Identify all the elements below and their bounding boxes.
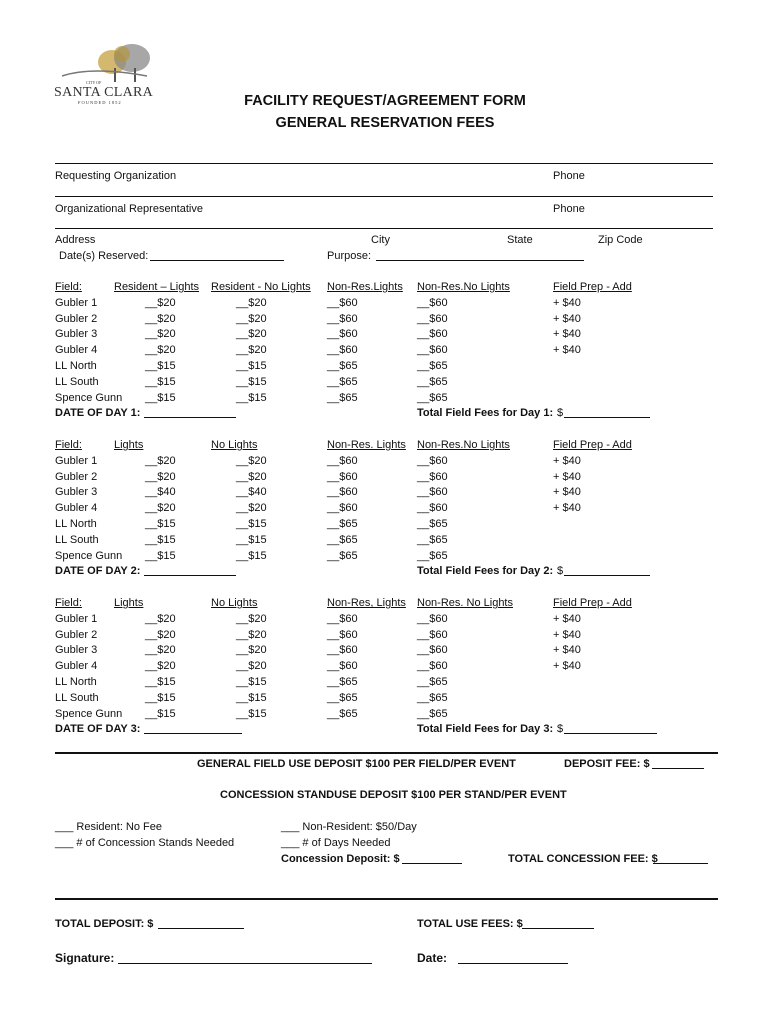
form-title: FACILITY REQUEST/AGREEMENT FORM: [244, 93, 526, 109]
day3-date-label: DATE OF DAY 3:: [55, 723, 141, 736]
day2-nonres-no-lights-fee[interactable]: __$60: [417, 486, 448, 499]
day1-header-nonres-lights: Non-Res.Lights: [327, 281, 403, 293]
day3-nonres-no-lights-fee[interactable]: __$65: [417, 676, 448, 688]
day3-lights-fee[interactable]: __$15: [145, 676, 176, 688]
day2-nonres-no-lights-fee[interactable]: __$60: [417, 454, 448, 467]
state-label: State: [507, 234, 533, 246]
day2-nonres-lights-fee[interactable]: __$60: [327, 502, 358, 515]
day1-field-name: LL South: [55, 375, 99, 388]
day1-header-field: Field:: [55, 281, 82, 293]
logo-city-of: CITY OF: [86, 80, 102, 85]
day3-no-lights-fee[interactable]: __$15: [236, 691, 267, 704]
address-label: Address: [55, 234, 96, 246]
signature-label: Signature:: [55, 951, 115, 965]
day3-no-lights-fee[interactable]: __$15: [236, 707, 267, 720]
day2-prep-fee[interactable]: + $40: [553, 470, 581, 483]
requesting-org-label: Requesting Organization: [55, 170, 177, 182]
day3-no-lights-fee[interactable]: __$20: [236, 612, 267, 625]
total-use-field[interactable]: [522, 918, 594, 929]
day1-total-field[interactable]: [564, 407, 650, 418]
totals-divider: [55, 898, 718, 900]
address-line[interactable]: [55, 228, 713, 229]
date-label: Date:: [417, 951, 448, 965]
day1-lights-fee[interactable]: __$15: [145, 391, 176, 404]
day3-lights-fee[interactable]: __$15: [145, 691, 176, 704]
day2-lights-fee[interactable]: __$15: [145, 549, 176, 562]
day2-total-value: $: [557, 565, 564, 578]
total-concession-label: TOTAL CONCESSION FEE: $: [508, 853, 658, 865]
day3-nonres-no-lights-fee[interactable]: __$65: [417, 691, 448, 704]
day2-header-prep: Field Prep - Add: [553, 439, 632, 451]
general-deposit-text: GENERAL FIELD USE DEPOSIT $100 PER FIELD/PER EVENT: [197, 758, 516, 770]
day2-nonres-lights-fee[interactable]: __$65: [327, 518, 358, 530]
day2-header-nonres-no-lights: Non-Res.No Lights: [417, 439, 510, 451]
concession-deposit-field[interactable]: [402, 853, 462, 864]
day2-nonres-lights-fee[interactable]: __$60: [327, 454, 358, 467]
day1-field-name: Spence Gunn: [55, 391, 123, 404]
form-subtitle: GENERAL RESERVATION FEES: [275, 115, 495, 131]
day3-header-nonres-lights: Non-Res, Lights: [327, 597, 406, 609]
day2-date-label: DATE OF DAY 2:: [55, 565, 141, 578]
day3-nonres-no-lights-fee[interactable]: __$60: [417, 628, 448, 641]
day1-nonres-lights-fee[interactable]: __$65: [327, 360, 358, 372]
day2-lights-fee[interactable]: __$20: [145, 502, 176, 515]
day2-nonres-no-lights-fee[interactable]: __$65: [417, 533, 448, 546]
day3-nonres-lights-fee[interactable]: __$65: [327, 691, 358, 704]
day3-nonres-no-lights-fee[interactable]: __$60: [417, 612, 448, 625]
phone2-label: Phone: [553, 203, 585, 215]
day3-total-value: $: [557, 723, 564, 736]
total-concession-field[interactable]: [653, 853, 708, 864]
day3-header-nonres-no-lights: Non-Res. No Lights: [417, 597, 513, 609]
day1-prep-fee[interactable]: + $40: [553, 296, 581, 309]
org-rep-line[interactable]: [55, 196, 713, 197]
day1-no-lights-fee[interactable]: __$15: [236, 391, 267, 404]
day1-prep-fee[interactable]: + $40: [553, 312, 581, 325]
day1-lights-fee[interactable]: __$20: [145, 328, 176, 341]
deposit-fee-field[interactable]: [652, 758, 704, 769]
day2-nonres-no-lights-fee[interactable]: __$60: [417, 470, 448, 483]
day2-total-label: Total Field Fees for Day 2:: [417, 565, 554, 578]
day3-lights-fee[interactable]: __$20: [145, 660, 176, 673]
day3-nonres-lights-fee[interactable]: __$60: [327, 660, 358, 673]
day3-header-field: Field:: [55, 597, 82, 609]
day1-nonres-lights-fee[interactable]: __$60: [327, 312, 358, 325]
day2-no-lights-fee[interactable]: __$15: [236, 549, 267, 562]
concession-deposit-label: Concession Deposit: $: [281, 853, 400, 865]
day1-nonres-lights-fee[interactable]: __$60: [327, 296, 358, 309]
dates-reserved-field[interactable]: [150, 250, 284, 261]
day2-no-lights-fee[interactable]: __$20: [236, 470, 267, 483]
day3-header-lights: Lights: [114, 597, 144, 609]
day2-total-field[interactable]: [564, 565, 650, 576]
requesting-org-line[interactable]: [55, 163, 713, 164]
day3-no-lights-fee[interactable]: __$20: [236, 628, 267, 641]
day1-field-name: Gubler 4: [55, 344, 98, 357]
day1-header-lights: Resident – Lights: [114, 281, 199, 293]
day3-nonres-no-lights-fee[interactable]: __$60: [417, 660, 448, 673]
day3-lights-fee[interactable]: __$15: [145, 707, 176, 720]
day3-lights-fee[interactable]: __$20: [145, 628, 176, 641]
day3-nonres-lights-fee[interactable]: __$60: [327, 612, 358, 625]
day1-nonres-lights-fee[interactable]: __$60: [327, 344, 358, 357]
day3-nonres-lights-fee[interactable]: __$65: [327, 676, 358, 688]
day1-field-name: Gubler 1: [55, 296, 98, 309]
day1-lights-fee[interactable]: __$15: [145, 375, 176, 388]
city-label: City: [371, 234, 390, 246]
day1-nonres-no-lights-fee[interactable]: __$60: [417, 328, 448, 341]
day3-field-name: LL South: [55, 691, 99, 704]
day3-field-name: LL North: [55, 676, 97, 688]
org-rep-label: Organizational Representative: [55, 203, 203, 215]
day1-nonres-lights-fee[interactable]: __$65: [327, 391, 358, 404]
day3-nonres-lights-fee[interactable]: __$65: [327, 707, 358, 720]
day2-lights-fee[interactable]: __$20: [145, 454, 176, 467]
day3-prep-fee[interactable]: + $40: [553, 612, 581, 625]
day1-header-no-lights: Resident - No Lights: [211, 281, 311, 293]
day3-date-field[interactable]: [144, 723, 242, 734]
day2-date-field[interactable]: [144, 565, 236, 576]
day2-prep-fee[interactable]: + $40: [553, 454, 581, 467]
day2-nonres-no-lights-fee[interactable]: __$65: [417, 549, 448, 562]
day3-field-name: Gubler 3: [55, 644, 98, 657]
day1-nonres-no-lights-fee[interactable]: __$60: [417, 296, 448, 309]
day3-nonres-lights-fee[interactable]: __$60: [327, 628, 358, 641]
day2-prep-fee[interactable]: + $40: [553, 502, 581, 515]
day1-lights-fee[interactable]: __$15: [145, 360, 176, 372]
day3-header-prep: Field Prep - Add: [553, 597, 632, 609]
day3-total-field[interactable]: [564, 723, 657, 734]
day1-header-nonres-no-lights: Non-Res.No Lights: [417, 281, 510, 293]
day1-total-value: $: [557, 407, 564, 420]
day2-field-name: LL North: [55, 518, 97, 530]
day2-no-lights-fee[interactable]: __$15: [236, 518, 267, 530]
day2-no-lights-fee[interactable]: __$20: [236, 502, 267, 515]
day2-lights-fee[interactable]: __$40: [145, 486, 176, 499]
purpose-field[interactable]: [376, 250, 584, 261]
day3-lights-fee[interactable]: __$20: [145, 612, 176, 625]
day3-no-lights-fee[interactable]: __$15: [236, 676, 267, 688]
day2-header-no-lights: No Lights: [211, 439, 258, 451]
day1-no-lights-fee[interactable]: __$20: [236, 344, 267, 357]
day2-lights-fee[interactable]: __$15: [145, 518, 176, 530]
day1-total-label: Total Field Fees for Day 1:: [417, 407, 554, 420]
day1-nonres-no-lights-fee[interactable]: __$65: [417, 391, 448, 404]
day2-field-name: LL South: [55, 533, 99, 546]
total-use-label: TOTAL USE FEES: $: [417, 918, 523, 930]
day1-field-name: Gubler 3: [55, 328, 98, 341]
day2-nonres-no-lights-fee[interactable]: __$60: [417, 502, 448, 515]
dates-reserved-label: Date(s) Reserved:: [59, 250, 149, 262]
resident-option[interactable]: ___ Resident: No Fee: [55, 821, 163, 833]
day2-header-nonres-lights: Non-Res. Lights: [327, 439, 406, 451]
zip-label: Zip Code: [598, 234, 643, 246]
day1-header-prep: Field Prep - Add: [553, 281, 632, 293]
day2-field-name: Gubler 2: [55, 470, 98, 483]
day3-prep-fee[interactable]: + $40: [553, 644, 581, 657]
logo-founded: FOUNDED 1852: [78, 100, 122, 105]
day1-date-label: DATE OF DAY 1:: [55, 407, 141, 420]
day2-lights-fee[interactable]: __$20: [145, 470, 176, 483]
day3-nonres-lights-fee[interactable]: __$60: [327, 644, 358, 657]
day1-nonres-lights-fee[interactable]: __$60: [327, 328, 358, 341]
day2-nonres-lights-fee[interactable]: __$65: [327, 533, 358, 546]
day1-date-field[interactable]: [144, 407, 236, 418]
total-deposit-field[interactable]: [158, 918, 244, 929]
day3-prep-fee[interactable]: + $40: [553, 660, 581, 673]
nonresident-option[interactable]: ___ Non-Resident: $50/Day: [281, 821, 417, 833]
day1-no-lights-fee[interactable]: __$15: [236, 375, 267, 388]
total-deposit-label: TOTAL DEPOSIT: $: [55, 918, 154, 930]
day3-field-name: Spence Gunn: [55, 707, 123, 720]
day3-no-lights-fee[interactable]: __$20: [236, 644, 267, 657]
day3-field-name: Gubler 2: [55, 628, 98, 641]
day2-no-lights-fee[interactable]: __$20: [236, 454, 267, 467]
day2-field-name: Gubler 1: [55, 454, 98, 467]
day3-lights-fee[interactable]: __$20: [145, 644, 176, 657]
day3-nonres-no-lights-fee[interactable]: __$60: [417, 644, 448, 657]
day1-lights-fee[interactable]: __$20: [145, 296, 176, 309]
day2-no-lights-fee[interactable]: __$15: [236, 533, 267, 546]
date-field[interactable]: [458, 953, 568, 964]
day2-nonres-lights-fee[interactable]: __$60: [327, 486, 358, 499]
day1-prep-fee[interactable]: + $40: [553, 328, 581, 341]
day2-field-name: Gubler 3: [55, 486, 98, 499]
day1-nonres-lights-fee[interactable]: __$65: [327, 375, 358, 388]
day2-field-name: Spence Gunn: [55, 549, 123, 562]
day1-nonres-no-lights-fee[interactable]: __$65: [417, 375, 448, 388]
day1-prep-fee[interactable]: + $40: [553, 344, 581, 357]
day1-no-lights-fee[interactable]: __$20: [236, 328, 267, 341]
day2-nonres-lights-fee[interactable]: __$60: [327, 470, 358, 483]
day3-header-no-lights: No Lights: [211, 597, 258, 609]
day1-lights-fee[interactable]: __$20: [145, 312, 176, 325]
day2-lights-fee[interactable]: __$15: [145, 533, 176, 546]
signature-field[interactable]: [118, 953, 372, 964]
day3-total-label: Total Field Fees for Day 3:: [417, 723, 554, 736]
deposit-fee-label: DEPOSIT FEE: $: [564, 758, 650, 770]
day2-nonres-lights-fee[interactable]: __$65: [327, 549, 358, 562]
day3-field-name: Gubler 4: [55, 660, 98, 673]
day1-field-name: LL North: [55, 360, 97, 372]
day2-header-field: Field:: [55, 439, 82, 451]
stands-needed-field[interactable]: ___ # of Concession Stands Needed: [55, 837, 235, 849]
day1-nonres-no-lights-fee[interactable]: __$65: [417, 360, 448, 372]
day1-lights-fee[interactable]: __$20: [145, 344, 176, 357]
day1-nonres-no-lights-fee[interactable]: __$60: [417, 312, 448, 325]
day2-header-lights: Lights: [114, 439, 144, 451]
day3-no-lights-fee[interactable]: __$20: [236, 660, 267, 673]
concession-deposit-text: CONCESSION STANDUSE DEPOSIT $100 PER STAND/PER EVENT: [220, 789, 567, 801]
day2-no-lights-fee[interactable]: __$40: [236, 486, 267, 499]
purpose-label: Purpose:: [327, 250, 372, 262]
phone1-label: Phone: [553, 170, 585, 182]
day1-no-lights-fee[interactable]: __$20: [236, 296, 267, 309]
day1-no-lights-fee[interactable]: __$20: [236, 312, 267, 325]
days-needed-field[interactable]: ___ # of Days Needed: [281, 837, 391, 849]
day3-prep-fee[interactable]: + $40: [553, 628, 581, 641]
deposit-divider: [55, 752, 718, 754]
day2-prep-fee[interactable]: + $40: [553, 486, 581, 499]
logo-name: SANTA CLARA: [54, 85, 154, 100]
day2-nonres-no-lights-fee[interactable]: __$65: [417, 518, 448, 530]
day1-field-name: Gubler 2: [55, 312, 98, 325]
day2-field-name: Gubler 4: [55, 502, 98, 515]
day1-no-lights-fee[interactable]: __$15: [236, 360, 267, 372]
day3-nonres-no-lights-fee[interactable]: __$65: [417, 707, 448, 720]
day1-nonres-no-lights-fee[interactable]: __$60: [417, 344, 448, 357]
day3-field-name: Gubler 1: [55, 612, 98, 625]
